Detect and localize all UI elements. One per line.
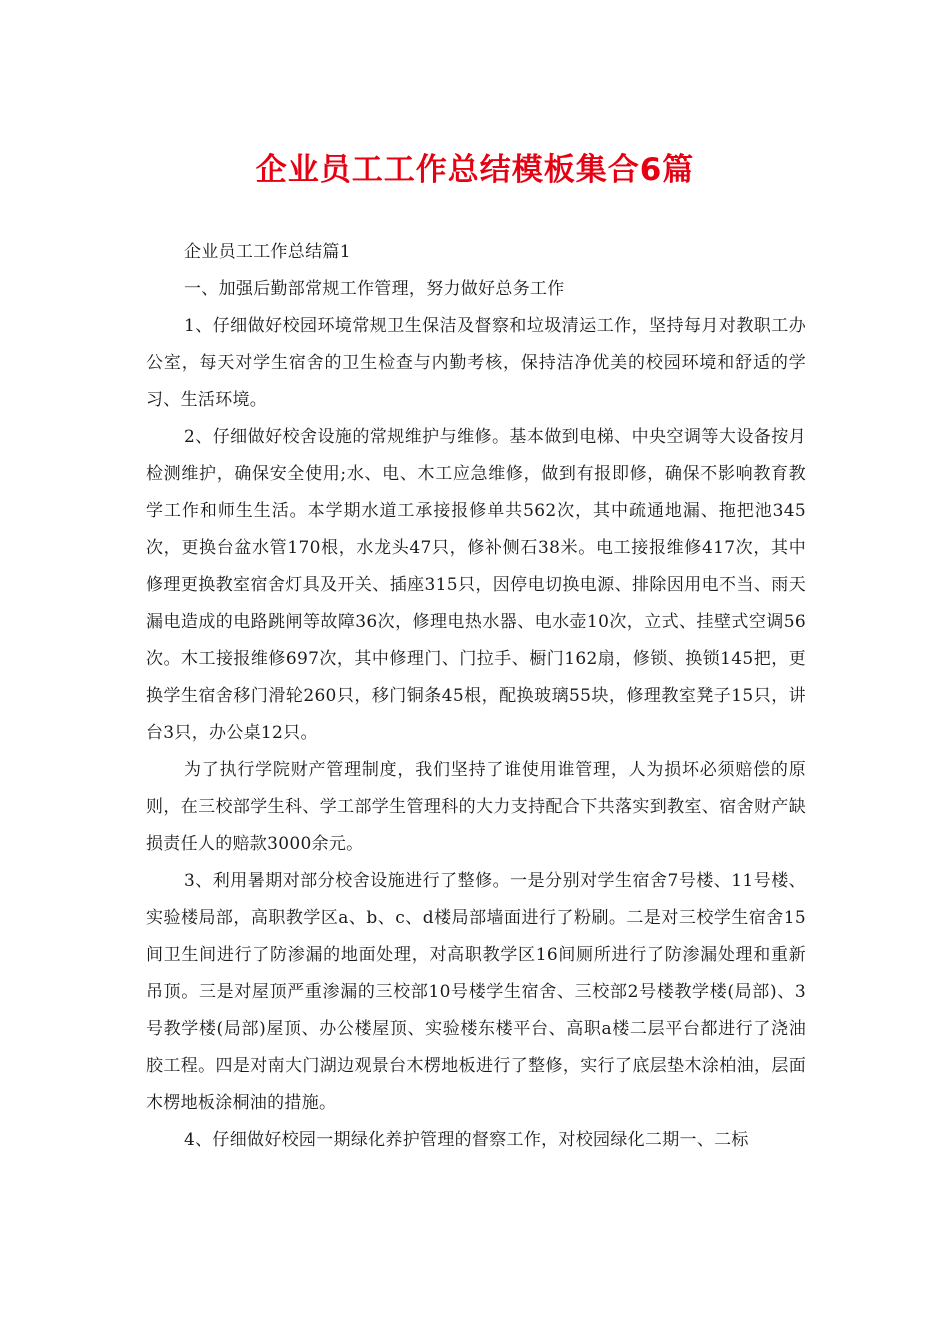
body-paragraph: 3、利用暑期对部分校舍设施进行了整修。一是分别对学生宿舍7号楼、11号楼、实验楼局部，高职教学区a、b、c、d楼局部墙面进行了粉刷。二是对三校学生宿舍15间卫生间进行了防渗漏的地面处理，对高职教学区16间厕所进行了防渗漏处理和重新吊顶。三是对屋顶严重渗漏的三校部10号楼学生宿舍、三校部2号楼教学楼(局部)、3号教学楼(局部)屋顶、办公楼屋顶、实验楼东楼平台、高职a楼二层平台都进行了浇油胶工程。四是对南大门湖边观景台木楞地板进行了整修，实行了底层垫木涂柏油，层面木楞地板涂桐油的措施。	[146, 871, 806, 1113]
body-paragraph: 为了执行学院财产管理制度，我们坚持了谁使用谁管理，人为损坏必须赔偿的原则，在三校部学生科、学工部学生管理科的大力支持配合下共落实到教室、宿舍财产缺损责任人的赔款3000余元。	[146, 760, 806, 854]
body-paragraph: 2、仔细做好校舍设施的常规维护与维修。基本做到电梯、中央空调等大设备按月检测维护，确保安全使用;水、电、木工应急维修，做到有报即修，确保不影响教育教学工作和师生生活。本学期水道工承接报修单共562次，其中疏通地漏、拖把池345次，更换台盆水管170根，水龙头47只，修补侧石38米。电工接报维修417次，其中修理更换教室宿舍灯具及开关、插座315只，因停电切换电源、排除因用电不当、雨天漏电造成的电路跳闸等故障36次，修理电热水器、电水壶10次，立式、挂壁式空调56次。木工接报维修697次，其中修理门、门拉手、橱门162扇，修锁、换锁145把，更换学生宿舍移门滑轮260只，移门铜条45根，配换玻璃55块，修理教室凳子15只，讲台3只，办公桌12只。	[146, 427, 806, 743]
document-title: 企业员工工作总结模板集合6篇	[255, 152, 695, 188]
body-paragraph: 4、仔细做好校园一期绿化养护管理的督察工作，对校园绿化二期一、二标	[184, 1130, 749, 1150]
section-heading: 企业员工工作总结篇1	[184, 242, 351, 262]
body-paragraph: 1、仔细做好校园环境常规卫生保洁及督察和垃圾清运工作，坚持每月对教职工办公室，每天对学生宿舍的卫生检查与内勤考核，保持洁净优美的校园环境和舒适的学习、生活环境。	[146, 316, 806, 410]
document-body	[146, 234, 806, 1159]
subsection-heading: 一、加强后勤部常规工作管理，努力做好总务工作	[184, 279, 565, 299]
